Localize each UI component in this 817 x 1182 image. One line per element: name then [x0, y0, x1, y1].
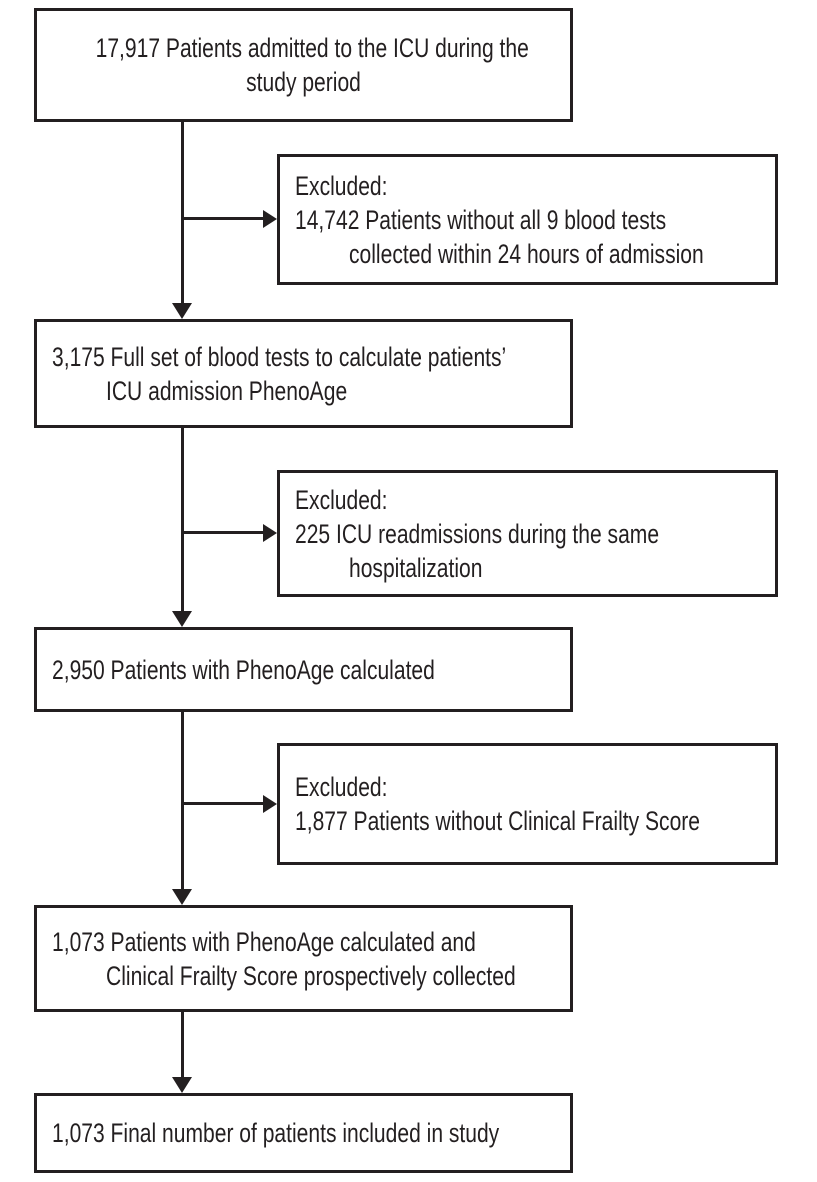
- flow-box-text-line: 3,175 Full set of blood tests to calculate patients’: [52, 341, 507, 372]
- arrowhead-down-icon: [172, 1077, 192, 1093]
- flow-box-phenoage-calculated: [34, 627, 573, 712]
- flow-box-text-line: ICU admission PhenoAge: [106, 375, 348, 406]
- flow-box-excluded-no-cfs: [277, 743, 778, 865]
- flow-box-text-line: Clinical Frailty Score prospectively collected: [106, 960, 516, 991]
- branch-line-2: [181, 531, 263, 534]
- connector-line-3: [181, 712, 184, 889]
- flow-box-text-line: collected within 24 hours of admission: [349, 238, 704, 269]
- flow-box-text-line: Excluded:: [295, 772, 388, 802]
- flow-box-text-line: 225 ICU readmissions during the same: [295, 518, 660, 549]
- flow-box-text-line: 1,877 Patients without Clinical Frailty Score: [295, 806, 701, 836]
- flow-box-text-line: 1,073 Patients with PhenoAge calculated and: [52, 926, 476, 957]
- flow-box-text-line: 2,950 Patients with PhenoAge calculated: [52, 654, 435, 685]
- arrowhead-right-icon: [263, 210, 277, 228]
- flow-box-final-included: [34, 1093, 573, 1173]
- arrowhead-down-icon: [172, 889, 192, 905]
- arrowhead-down-icon: [172, 611, 192, 627]
- flow-box-text-line: Excluded:: [295, 170, 388, 201]
- connector-line-4: [181, 1012, 184, 1077]
- flow-box-excluded-readmissions: [277, 470, 778, 597]
- flow-box-icu-admitted: [34, 8, 573, 122]
- arrowhead-right-icon: [263, 524, 277, 542]
- flow-box-text-line: hospitalization: [349, 552, 483, 583]
- flow-box-text-line: study period: [246, 67, 361, 97]
- flow-box-text-line: 17,917 Patients admitted to the ICU during the: [95, 33, 529, 63]
- branch-line-1: [181, 217, 263, 220]
- flow-box-excluded-no-blood-tests: [277, 154, 778, 285]
- flow-box-text-line: 1,073 Final number of patients included in study: [52, 1118, 500, 1148]
- connector-line-2: [181, 428, 184, 611]
- flow-box-phenoage-and-cfs: [34, 905, 573, 1012]
- flow-box-text-line: Excluded:: [295, 484, 388, 515]
- branch-line-3: [181, 802, 263, 805]
- connector-line-1: [181, 122, 184, 303]
- arrowhead-right-icon: [263, 795, 277, 813]
- flow-box-full-blood-tests: [34, 319, 573, 428]
- flow-box-text-line: 14,742 Patients without all 9 blood tests: [295, 204, 667, 235]
- arrowhead-down-icon: [172, 303, 192, 319]
